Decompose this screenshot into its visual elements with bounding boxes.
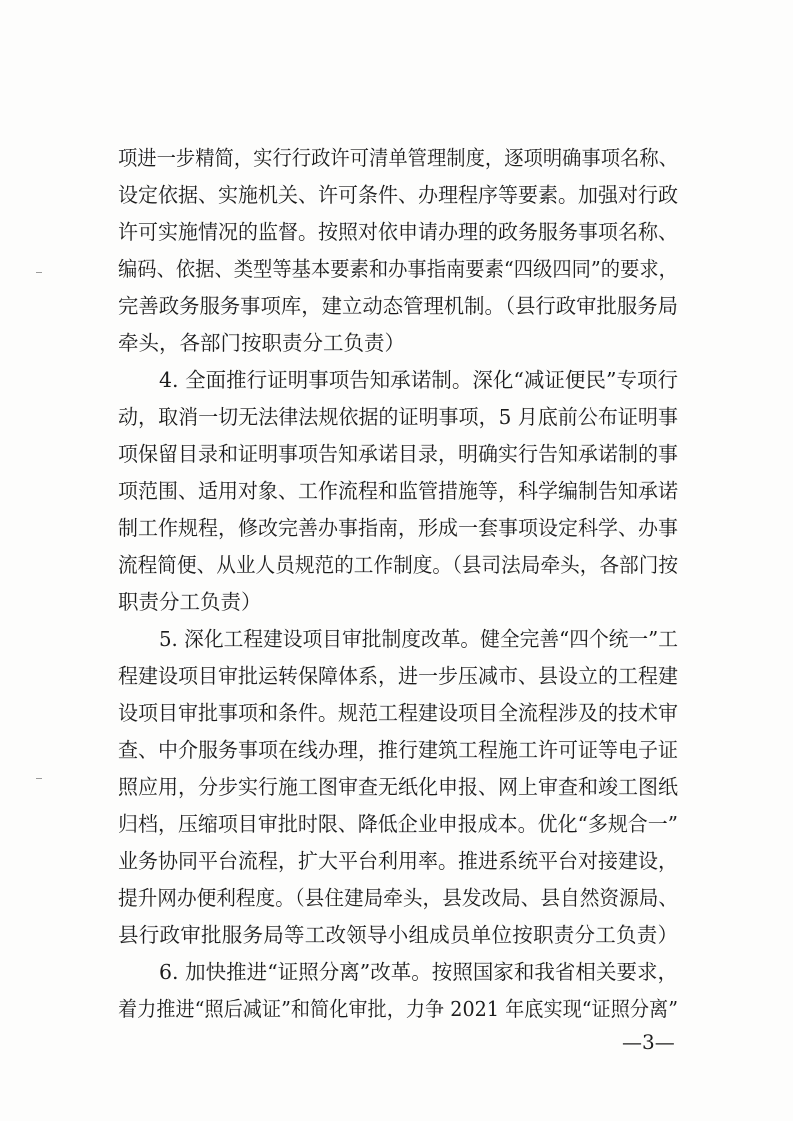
paragraph-line: 项保留目录和证明事项告知承诺目录，明确实行告知承诺制的事 xyxy=(118,442,678,466)
section-heading-line: 5. 深化工程建设项目审批制度改革。健全完善“四个统一”工 xyxy=(159,627,678,651)
paragraph-line: 归档，压缩项目审批时限、降低企业申报成本。优化“多规合一” xyxy=(118,812,678,836)
paragraph-line: 完善政务服务事项库，建立动态管理机制。（县行政审批服务局 xyxy=(118,294,678,318)
paragraph-line: 动，取消一切无法律法规依据的证明事项，5 月底前公布证明事 xyxy=(118,405,678,429)
paragraph-line: 查、中介服务事项在线办理，推行建筑工程施工许可证等电子证 xyxy=(118,738,678,762)
paragraph-line: 着力推进“照后减证”和简化审批，力争 2021 年底实现“证照分离” xyxy=(118,997,679,1021)
page-number: —3— xyxy=(622,1030,675,1054)
scan-margin-mark xyxy=(36,778,42,779)
paragraph-line: 设项目审批事项和条件。规范工程建设项目全流程涉及的技术审 xyxy=(118,701,678,725)
paragraph-line: 流程简便、从业人员规范的工作制度。（县司法局牵头，各部门按 xyxy=(118,553,679,577)
paragraph-line: 提升网办便利程度。（县住建局牵头，县发改局、县自然资源局、 xyxy=(118,886,679,910)
paragraph-line: 牵头，各部门按职责分工负责） xyxy=(118,331,405,355)
scan-margin-mark xyxy=(36,272,42,273)
paragraph-line: 编码、依据、类型等基本要素和办事指南要素“四级四同”的要求， xyxy=(118,257,678,281)
paragraph-line: 制工作规程，修改完善办事指南，形成一套事项设定科学、办事 xyxy=(118,516,678,540)
paragraph-line: 业务协同平台流程，扩大平台利用率。推进系统平台对接建设， xyxy=(118,849,678,873)
section-heading-line: 6. 加快推进“证照分离”改革。按照国家和我省相关要求， xyxy=(159,960,679,984)
paragraph-line: 职责分工负责） xyxy=(118,590,262,614)
paragraph-line: 设定依据、实施机关、许可条件、办理程序等要素。加强对行政 xyxy=(118,183,678,207)
paragraph-line: 项进一步精简，实行行政许可清单管理制度，逐项明确事项名称、 xyxy=(118,146,679,170)
section-heading-line: 4. 全面推行证明事项告知承诺制。深化“减证便民”专项行 xyxy=(159,368,679,392)
paragraph-line: 项范围、适用对象、工作流程和监管措施等，科学编制告知承诺 xyxy=(118,479,678,503)
paragraph-line: 许可实施情况的监督。按照对依申请办理的政务服务事项名称、 xyxy=(118,220,678,244)
paragraph-line: 县行政审批服务局等工改领导小组成员单位按职责分工负责） xyxy=(118,923,679,947)
paragraph-line: 程建设项目审批运转保障体系，进一步压减市、县设立的工程建 xyxy=(118,664,678,688)
paragraph-line: 照应用，分步实行施工图审查无纸化申报、网上审查和竣工图纸 xyxy=(118,775,678,799)
